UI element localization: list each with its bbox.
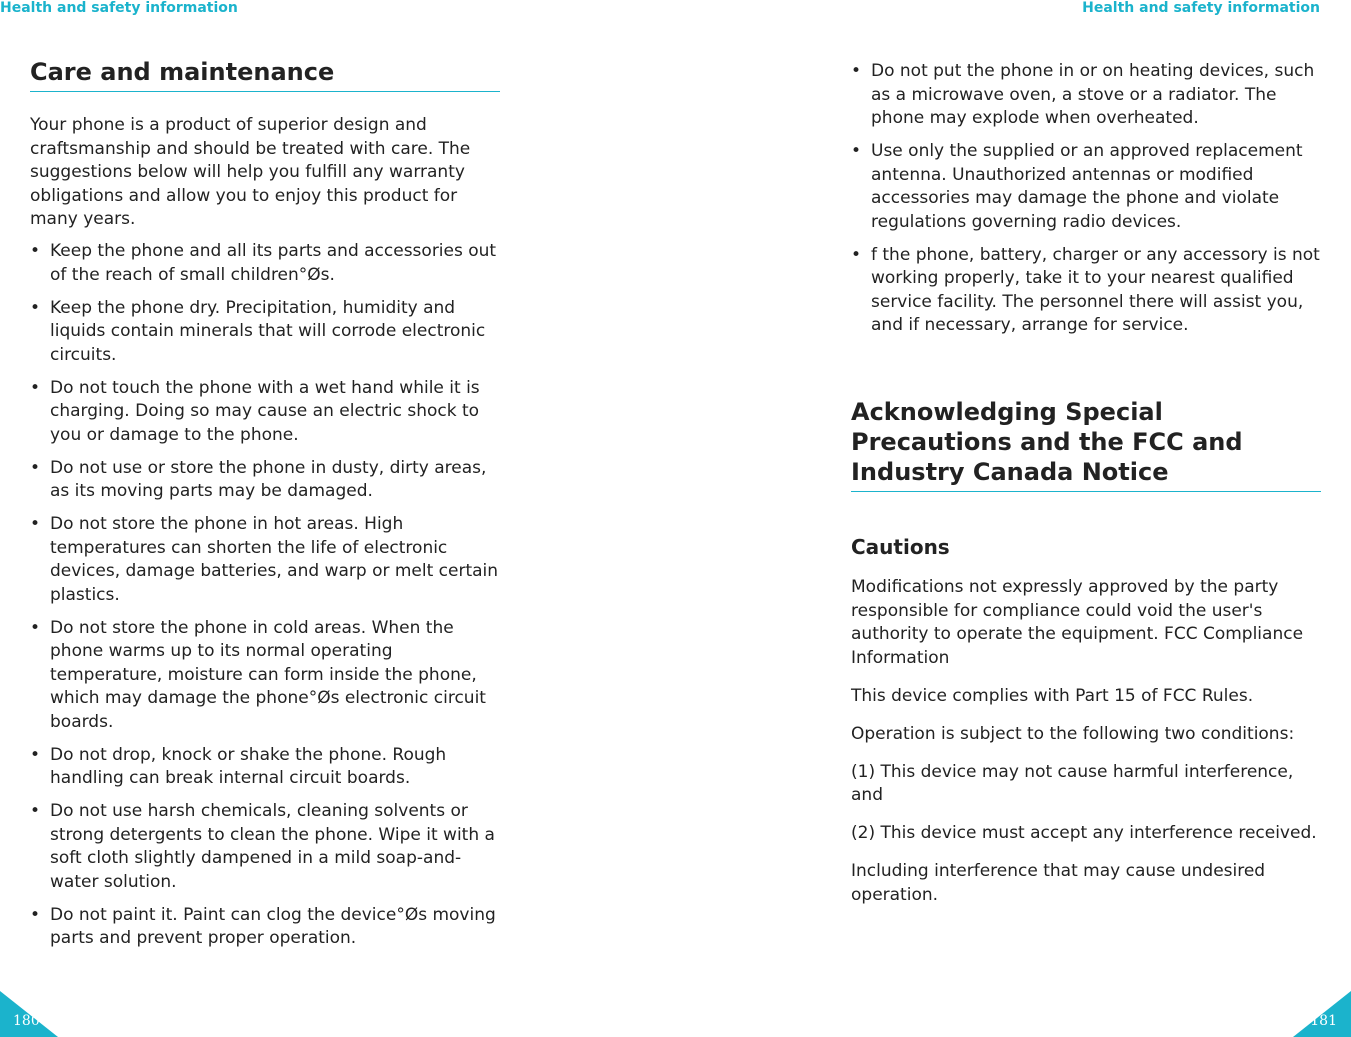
subsection-title-cautions: Cautions bbox=[851, 535, 950, 559]
care-bullet-list-continued bbox=[851, 60, 1321, 347]
list-item: • Do not put the phone in or on heating devices, such as a microwave oven, a stove or a radiator. The phone may explode when overheated. bbox=[851, 60, 1321, 131]
list-item: • Do not paint it. Paint can clog the device°Øs moving parts and prevent proper operation. bbox=[30, 904, 500, 951]
paragraph: This device complies with Part 15 of FCC Rules. bbox=[851, 685, 1254, 706]
section-title-fcc-notice: Acknowledging Special Precautions and the FCC and Industry Canada Notice bbox=[851, 397, 1321, 492]
list-item: • Keep the phone dry. Precipitation, humidity and liquids contain minerals that will corrode electronic circuits. bbox=[30, 297, 500, 368]
paragraph: Modifications not expressly approved by the party responsible for compliance could void the user's authority to operate the equipment. FCC Compliance Information bbox=[851, 577, 1304, 668]
page-number-right: 181 bbox=[1310, 1013, 1337, 1029]
care-bullet-list bbox=[30, 240, 500, 960]
list-item: • f the phone, battery, charger or any accessory is not working properly, take it to your nearest qualified service facility. The personnel there will assist you, and if necessary, arrange for service. bbox=[851, 244, 1321, 338]
section-title-care-maintenance: Care and maintenance bbox=[30, 57, 500, 92]
list-item: • Do not use harsh chemicals, cleaning solvents or strong detergents to clean the phone. Wipe it with a soft cloth slightly dampened in a mild soap-and-water solution. bbox=[30, 800, 500, 894]
list-item: • Do not drop, knock or shake the phone. Rough handling can break internal circuit boards. bbox=[30, 744, 500, 791]
list-item: • Do not use or store the phone in dusty, dirty areas, as its moving parts may be damaged. bbox=[30, 457, 500, 504]
list-item: • Do not store the phone in cold areas. When the phone warms up to its normal operating temperature, moisture can form inside the phone, which may damage the phone°Øs electronic circuit boards. bbox=[30, 617, 500, 735]
running-header-left: Health and safety information bbox=[0, 0, 238, 16]
intro-paragraph: Your phone is a product of superior design and craftsmanship and should be treated with care. The suggestions below will help you fulfill any warranty obligations and allow you to enjoy this product for many years. bbox=[30, 115, 471, 229]
paragraph: (1) This device may not cause harmful interference, and bbox=[851, 761, 1294, 805]
list-item: • Do not store the phone in hot areas. High temperatures can shorten the life of electronic devices, damage batteries, and warp or melt certain plastics. bbox=[30, 513, 500, 607]
paragraph: (2) This device must accept any interference received. bbox=[851, 823, 1317, 843]
page-number-left: 180 bbox=[13, 1013, 40, 1029]
list-item: • Keep the phone and all its parts and accessories out of the reach of small children°Øs. bbox=[30, 240, 500, 287]
cautions-body bbox=[851, 576, 1321, 922]
list-item: • Do not touch the phone with a wet hand while it is charging. Doing so may cause an electric shock to you or damage to the phone. bbox=[30, 377, 500, 448]
running-header-right: Health and safety information bbox=[1082, 0, 1320, 16]
paragraph: Operation is subject to the following two conditions: bbox=[851, 723, 1295, 744]
paragraph: Including interference that may cause undesired operation. bbox=[851, 861, 1266, 905]
list-item: • Use only the supplied or an approved replacement antenna. Unauthorized antennas or modified accessories may damage the phone and violate regulations governing radio devices. bbox=[851, 140, 1321, 234]
